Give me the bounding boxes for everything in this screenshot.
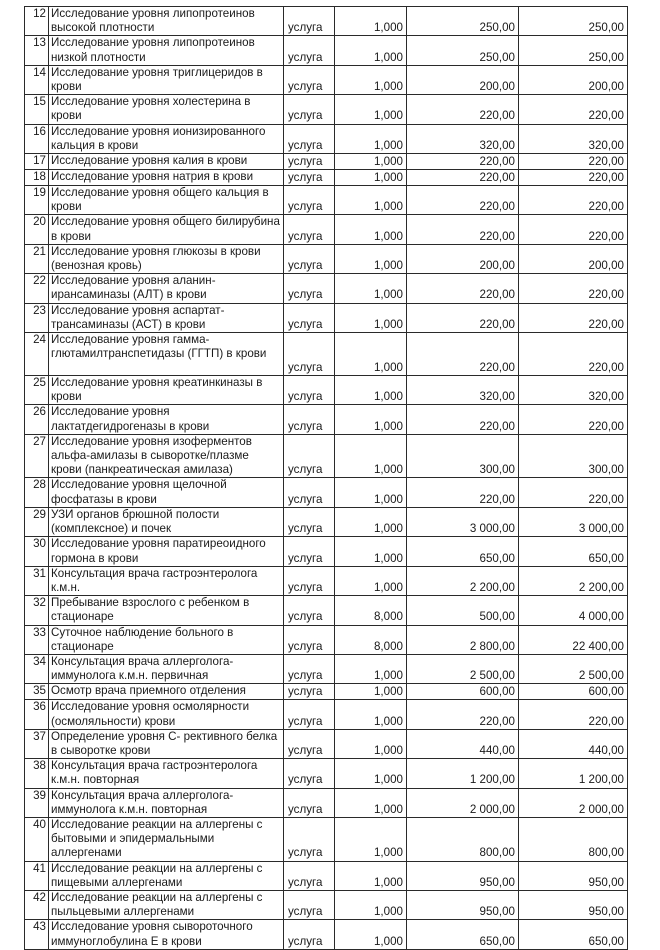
unit-price: 320,00 <box>407 124 519 153</box>
service-name: Пребывание взрослого с ребенком в стационаре <box>49 596 284 625</box>
quantity: 1,000 <box>335 65 407 94</box>
service-name: Исследование уровня сывороточного иммуноглобулина Е в крови <box>49 920 284 949</box>
table-row <box>25 124 628 153</box>
line-total: 800,00 <box>519 817 628 861</box>
line-total: 200,00 <box>519 244 628 273</box>
unit-of-measure: услуга <box>284 566 335 595</box>
row-number: 33 <box>25 625 49 654</box>
unit-of-measure: услуга <box>284 186 335 215</box>
line-total: 3 000,00 <box>519 507 628 536</box>
unit-of-measure: услуга <box>284 65 335 94</box>
service-name: Осмотр врача приемного отделения <box>49 684 284 700</box>
unit-of-measure: услуга <box>284 861 335 890</box>
service-name: Исследование уровня общего билирубина в крови <box>49 215 284 244</box>
row-number: 16 <box>25 124 49 153</box>
service-name: Исследование уровня глюкозы в крови (венозная кровь) <box>49 244 284 273</box>
unit-of-measure: услуга <box>284 434 335 478</box>
quantity: 8,000 <box>335 596 407 625</box>
row-number: 24 <box>25 333 49 376</box>
table-row <box>25 566 628 595</box>
line-total: 440,00 <box>519 729 628 758</box>
unit-of-measure: услуга <box>284 405 335 434</box>
unit-price: 2 800,00 <box>407 625 519 654</box>
row-number: 30 <box>25 537 49 566</box>
services-table <box>24 6 628 950</box>
table-row <box>25 684 628 700</box>
quantity: 1,000 <box>335 434 407 478</box>
quantity: 1,000 <box>335 537 407 566</box>
table-row <box>25 333 628 376</box>
row-number: 36 <box>25 700 49 729</box>
row-number: 32 <box>25 596 49 625</box>
unit-of-measure: услуга <box>284 537 335 566</box>
quantity: 1,000 <box>335 95 407 124</box>
row-number: 22 <box>25 274 49 303</box>
service-name: Исследование уровня креатинкиназы в крови <box>49 376 284 405</box>
quantity: 1,000 <box>335 124 407 153</box>
service-name: Консультация врача гастроэнтеролога к.м.н. <box>49 566 284 595</box>
unit-price: 3 000,00 <box>407 507 519 536</box>
unit-price: 500,00 <box>407 596 519 625</box>
unit-of-measure: услуга <box>284 170 335 186</box>
row-number: 15 <box>25 95 49 124</box>
quantity: 1,000 <box>335 684 407 700</box>
unit-of-measure: услуга <box>284 700 335 729</box>
unit-of-measure: услуга <box>284 95 335 124</box>
unit-price: 440,00 <box>407 729 519 758</box>
table-row <box>25 405 628 434</box>
line-total: 600,00 <box>519 684 628 700</box>
service-name: Исследование уровня липопротеинов высокой плотности <box>49 7 284 36</box>
table-row <box>25 700 628 729</box>
row-number: 13 <box>25 36 49 65</box>
table-row <box>25 788 628 817</box>
service-name: Исследование уровня паратиреоидного гормона в крови <box>49 537 284 566</box>
unit-price: 2 200,00 <box>407 566 519 595</box>
unit-of-measure: услуга <box>284 154 335 170</box>
service-name: Исследование уровня общего кальция в крови <box>49 186 284 215</box>
table-row <box>25 625 628 654</box>
unit-of-measure: услуга <box>284 333 335 376</box>
quantity: 1,000 <box>335 376 407 405</box>
unit-of-measure: услуга <box>284 215 335 244</box>
unit-of-measure: услуга <box>284 684 335 700</box>
unit-price: 220,00 <box>407 478 519 507</box>
line-total: 220,00 <box>519 700 628 729</box>
unit-of-measure: услуга <box>284 654 335 683</box>
line-total: 2 200,00 <box>519 566 628 595</box>
table-row <box>25 7 628 36</box>
row-number: 28 <box>25 478 49 507</box>
service-name: Определение уровня С- рективного белка в сыворотке крови <box>49 729 284 758</box>
quantity: 1,000 <box>335 788 407 817</box>
unit-of-measure: услуга <box>284 7 335 36</box>
service-name: Консультация врача аллерголога-иммунолога к.м.н. первичная <box>49 654 284 683</box>
unit-price: 1 200,00 <box>407 759 519 788</box>
unit-price: 220,00 <box>407 186 519 215</box>
line-total: 200,00 <box>519 65 628 94</box>
table-row <box>25 861 628 890</box>
row-number: 38 <box>25 759 49 788</box>
table-row <box>25 596 628 625</box>
row-number: 40 <box>25 817 49 861</box>
quantity: 1,000 <box>335 654 407 683</box>
table-row <box>25 729 628 758</box>
service-name: Исследование уровня липопротеинов низкой плотности <box>49 36 284 65</box>
line-total: 220,00 <box>519 170 628 186</box>
unit-of-measure: услуга <box>284 244 335 273</box>
price-list-sheet <box>24 6 628 950</box>
line-total: 1 200,00 <box>519 759 628 788</box>
line-total: 220,00 <box>519 186 628 215</box>
row-number: 23 <box>25 303 49 332</box>
row-number: 25 <box>25 376 49 405</box>
table-row <box>25 170 628 186</box>
line-total: 320,00 <box>519 124 628 153</box>
service-name: Исследование уровня холестерина в крови <box>49 95 284 124</box>
unit-of-measure: услуга <box>284 920 335 949</box>
line-total: 220,00 <box>519 333 628 376</box>
line-total: 220,00 <box>519 405 628 434</box>
row-number: 41 <box>25 861 49 890</box>
line-total: 950,00 <box>519 861 628 890</box>
service-name: Исследование уровня калия в крови <box>49 154 284 170</box>
unit-price: 220,00 <box>407 405 519 434</box>
service-name: Исследование уровня щелочной фосфатазы в крови <box>49 478 284 507</box>
quantity: 1,000 <box>335 274 407 303</box>
unit-price: 600,00 <box>407 684 519 700</box>
quantity: 1,000 <box>335 215 407 244</box>
row-number: 21 <box>25 244 49 273</box>
quantity: 1,000 <box>335 729 407 758</box>
line-total: 250,00 <box>519 36 628 65</box>
row-number: 34 <box>25 654 49 683</box>
table-row <box>25 434 628 478</box>
row-number: 26 <box>25 405 49 434</box>
table-row <box>25 817 628 861</box>
service-name: Исследование уровня изоферментов альфа-амилазы в сыворотке/плазме крови (панкреатическая амилаза) <box>49 434 284 478</box>
unit-price: 950,00 <box>407 890 519 919</box>
unit-of-measure: услуга <box>284 274 335 303</box>
unit-of-measure: услуга <box>284 759 335 788</box>
table-row <box>25 654 628 683</box>
unit-of-measure: услуга <box>284 478 335 507</box>
table-row <box>25 186 628 215</box>
row-number: 31 <box>25 566 49 595</box>
unit-price: 220,00 <box>407 700 519 729</box>
quantity: 1,000 <box>335 154 407 170</box>
table-row <box>25 95 628 124</box>
line-total: 320,00 <box>519 376 628 405</box>
service-name: Исследование реакции на аллергены с пищевыми аллергенами <box>49 861 284 890</box>
quantity: 1,000 <box>335 186 407 215</box>
services-table-body <box>25 7 628 950</box>
table-row <box>25 65 628 94</box>
unit-price: 300,00 <box>407 434 519 478</box>
line-total: 650,00 <box>519 537 628 566</box>
line-total: 220,00 <box>519 303 628 332</box>
table-row <box>25 507 628 536</box>
unit-price: 220,00 <box>407 215 519 244</box>
service-name: Исследование уровня лактатдегидрогеназы в крови <box>49 405 284 434</box>
row-number: 37 <box>25 729 49 758</box>
quantity: 1,000 <box>335 890 407 919</box>
table-row <box>25 376 628 405</box>
row-number: 43 <box>25 920 49 949</box>
unit-of-measure: услуга <box>284 36 335 65</box>
unit-price: 320,00 <box>407 376 519 405</box>
service-name: Консультация врача гастроэнтеролога к.м.н. повторная <box>49 759 284 788</box>
quantity: 1,000 <box>335 700 407 729</box>
unit-of-measure: услуга <box>284 817 335 861</box>
quantity: 1,000 <box>335 920 407 949</box>
row-number: 17 <box>25 154 49 170</box>
unit-of-measure: услуга <box>284 625 335 654</box>
service-name: Консультация врача аллерголога-иммунолога к.м.н. повторная <box>49 788 284 817</box>
quantity: 1,000 <box>335 36 407 65</box>
line-total: 2 000,00 <box>519 788 628 817</box>
unit-of-measure: услуга <box>284 507 335 536</box>
quantity: 1,000 <box>335 507 407 536</box>
unit-price: 200,00 <box>407 244 519 273</box>
service-name: Исследование уровня аланин-ирансаминазы (АЛТ) в крови <box>49 274 284 303</box>
line-total: 250,00 <box>519 7 628 36</box>
table-row <box>25 215 628 244</box>
unit-price: 650,00 <box>407 920 519 949</box>
unit-price: 220,00 <box>407 95 519 124</box>
unit-price: 200,00 <box>407 65 519 94</box>
line-total: 220,00 <box>519 95 628 124</box>
line-total: 220,00 <box>519 274 628 303</box>
quantity: 1,000 <box>335 817 407 861</box>
quantity: 1,000 <box>335 333 407 376</box>
table-row <box>25 36 628 65</box>
quantity: 1,000 <box>335 861 407 890</box>
unit-price: 950,00 <box>407 861 519 890</box>
service-name: Исследование уровня натрия в крови <box>49 170 284 186</box>
table-row <box>25 154 628 170</box>
unit-of-measure: услуга <box>284 890 335 919</box>
unit-price: 250,00 <box>407 36 519 65</box>
row-number: 35 <box>25 684 49 700</box>
quantity: 1,000 <box>335 405 407 434</box>
service-name: Исследование уровня аспартат-трансаминазы (АСТ) в крови <box>49 303 284 332</box>
unit-of-measure: услуга <box>284 124 335 153</box>
line-total: 220,00 <box>519 215 628 244</box>
quantity: 1,000 <box>335 7 407 36</box>
row-number: 12 <box>25 7 49 36</box>
unit-price: 220,00 <box>407 303 519 332</box>
service-name: Исследование реакции на аллергены с бытовыми и эпидермальными аллергенами <box>49 817 284 861</box>
quantity: 1,000 <box>335 244 407 273</box>
table-row <box>25 274 628 303</box>
table-row <box>25 759 628 788</box>
table-row <box>25 478 628 507</box>
unit-of-measure: услуга <box>284 596 335 625</box>
unit-price: 220,00 <box>407 154 519 170</box>
quantity: 1,000 <box>335 170 407 186</box>
line-total: 220,00 <box>519 478 628 507</box>
service-name: Исследование уровня гамма-глютамилтранспетидазы (ГГТП) в крови <box>49 333 284 376</box>
line-total: 650,00 <box>519 920 628 949</box>
row-number: 29 <box>25 507 49 536</box>
service-name: Исследование уровня триглицеридов в крови <box>49 65 284 94</box>
line-total: 220,00 <box>519 154 628 170</box>
line-total: 950,00 <box>519 890 628 919</box>
line-total: 300,00 <box>519 434 628 478</box>
row-number: 27 <box>25 434 49 478</box>
service-name: Суточное наблюдение больного в стационаре <box>49 625 284 654</box>
unit-of-measure: услуга <box>284 376 335 405</box>
service-name: Исследование уровня осмолярности (осмоляльности) крови <box>49 700 284 729</box>
line-total: 4 000,00 <box>519 596 628 625</box>
quantity: 1,000 <box>335 303 407 332</box>
row-number: 42 <box>25 890 49 919</box>
table-row <box>25 244 628 273</box>
line-total: 2 500,00 <box>519 654 628 683</box>
unit-of-measure: услуга <box>284 303 335 332</box>
table-row <box>25 890 628 919</box>
unit-price: 2 000,00 <box>407 788 519 817</box>
row-number: 14 <box>25 65 49 94</box>
unit-price: 2 500,00 <box>407 654 519 683</box>
quantity: 1,000 <box>335 759 407 788</box>
quantity: 8,000 <box>335 625 407 654</box>
unit-price: 250,00 <box>407 7 519 36</box>
unit-price: 800,00 <box>407 817 519 861</box>
row-number: 39 <box>25 788 49 817</box>
table-row <box>25 537 628 566</box>
quantity: 1,000 <box>335 478 407 507</box>
service-name: УЗИ органов брюшной полости (комплексное) и почек <box>49 507 284 536</box>
row-number: 19 <box>25 186 49 215</box>
unit-price: 220,00 <box>407 170 519 186</box>
table-row <box>25 920 628 949</box>
unit-price: 220,00 <box>407 333 519 376</box>
unit-price: 650,00 <box>407 537 519 566</box>
row-number: 18 <box>25 170 49 186</box>
unit-of-measure: услуга <box>284 788 335 817</box>
service-name: Исследование уровня ионизированного кальция в крови <box>49 124 284 153</box>
service-name: Исследование реакции на аллергены с пыльцевыми аллергенами <box>49 890 284 919</box>
table-row <box>25 303 628 332</box>
unit-of-measure: услуга <box>284 729 335 758</box>
unit-price: 220,00 <box>407 274 519 303</box>
quantity: 1,000 <box>335 566 407 595</box>
row-number: 20 <box>25 215 49 244</box>
line-total: 22 400,00 <box>519 625 628 654</box>
